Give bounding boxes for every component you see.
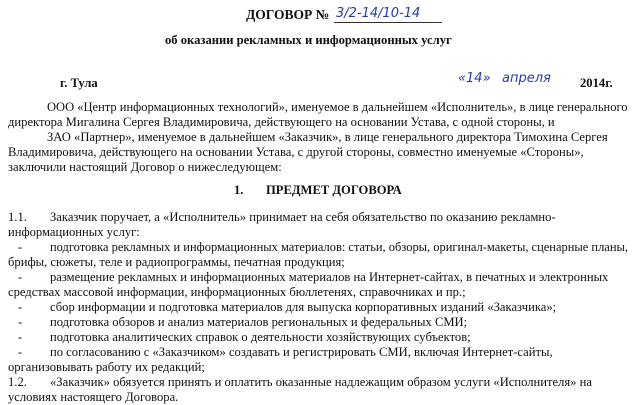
clause-1-2-line-2: условиях настоящего Договора.	[8, 390, 179, 404]
list-item: подготовка аналитических справок о деятельности хозяйствующих субъектов;	[50, 330, 471, 344]
clause-1-2-number: 1.2.	[8, 375, 27, 389]
list-item: по согласованию с «Заказчиком» создавать и регистрировать СМИ, включая Интернет-сайты,	[50, 345, 553, 359]
preamble-line-2: директора Мигалина Сергея Владимировича, действующего на основании Устава, с одной стороны, и	[8, 115, 555, 129]
list-bullet: -	[18, 240, 23, 254]
clause-1-1-line-1: Заказчик поручает, а «Исполнитель» принимает на себя обязательство по оказанию рекламно-	[50, 210, 556, 224]
date-year: 2014г.	[580, 76, 613, 90]
list-bullet: -	[18, 330, 23, 344]
contract-number-underline	[334, 22, 442, 23]
list-bullet: -	[18, 270, 23, 284]
list-bullet: -	[18, 315, 23, 329]
contract-number-handwritten: 3/2-14/10-14	[336, 6, 421, 21]
preamble-line-5: заключили настоящий Договор о нижеследующем:	[8, 160, 282, 174]
list-bullet: -	[18, 300, 23, 314]
clause-1-2-line-1: «Заказчик» обязуется принять и оплатить оказанные надлежащим образом услуги «Исполнителя» на	[50, 375, 592, 389]
list-bullet: -	[18, 345, 23, 359]
section-title: ПРЕДМЕТ ДОГОВОРА	[266, 183, 402, 197]
list-item-continuation: организовывать работу их редакций;	[8, 360, 205, 374]
list-item: размещение рекламных и информационных материалов на Интернет-сайтах, в печатных и электронных	[50, 270, 609, 284]
date-month-handwritten: апреля	[502, 71, 551, 86]
list-item-continuation: средствах массовой информации, информационных бюллетенях, справочниках и пр.;	[8, 285, 466, 299]
section-number: 1.	[234, 183, 244, 197]
list-item-continuation: брифы, сюжеты, теле и радиопрограммы, печатная продукция;	[8, 255, 345, 269]
contract-title: ДОГОВОР №	[246, 7, 330, 22]
list-item: подготовка обзоров и анализ материалов региональных и федеральных СМИ;	[50, 315, 468, 329]
clause-1-1-number: 1.1.	[8, 210, 27, 224]
list-item: сбор информации и подготовка материалов для выпуска корпоративных изданий «Заказчика»;	[50, 300, 557, 314]
list-item: подготовка рекламных и информационных материалов: статьи, обзоры, оригинал-макеты, сценарные планы,	[50, 240, 629, 254]
date-day-handwritten: «14»	[458, 71, 491, 86]
contract-subtitle: об оказании рекламных и информационных услуг	[165, 33, 452, 47]
city: г. Тула	[60, 76, 98, 90]
preamble-line-3: ЗАО «Партнер», именуемое в дальнейшем «Заказчик», в лице генерального директора Тимохина Сергея	[47, 130, 608, 144]
preamble-line-1: ООО «Центр информационных технологий», именуемое в дальнейшем «Исполнитель», в лице генерального	[47, 100, 628, 114]
clause-1-1-line-2: информационных услуг:	[8, 225, 140, 239]
preamble-line-4: Владимировича, действующего на основании Устава, с другой стороны, совместно именуемые «Стороны»,	[8, 145, 584, 159]
